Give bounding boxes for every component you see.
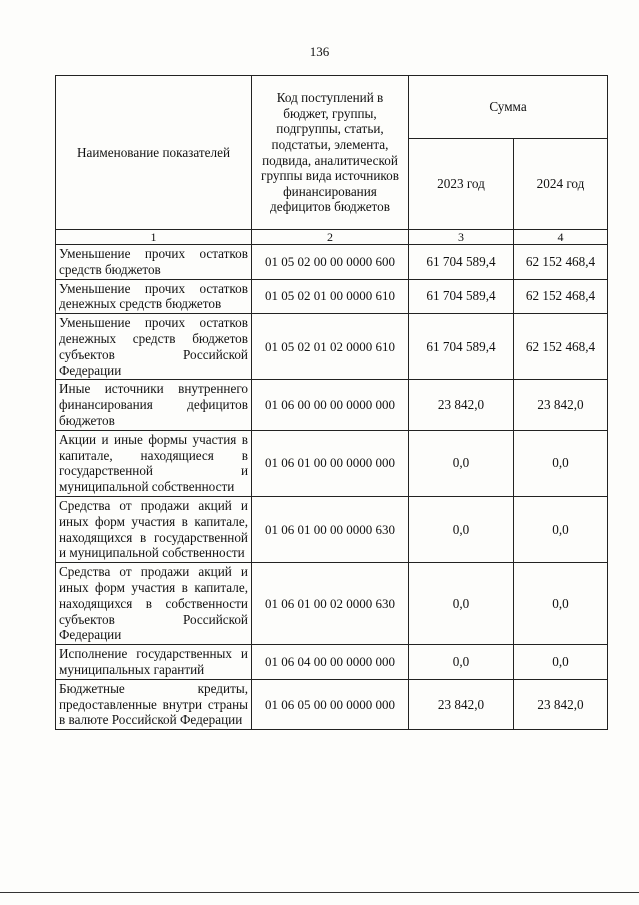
amount-2024: 62 152 468,4	[514, 279, 608, 314]
amount-2024: 23 842,0	[514, 679, 608, 729]
column-index: 4	[514, 230, 608, 245]
amount-2023: 61 704 589,4	[409, 245, 514, 280]
indicator-name: Иные источники внутреннего финансирования дефицитов бюджетов	[56, 380, 252, 430]
amount-2023: 0,0	[409, 430, 514, 496]
table-row	[56, 279, 608, 314]
indicator-name: Уменьшение прочих остатков денежных средств бюджетов субъектов Российской Федерации	[56, 314, 252, 380]
indicator-name: Акции и иные формы участия в капитале, находящиеся в государственной и муниципальной собственности	[56, 430, 252, 496]
table-row	[56, 679, 608, 729]
indicator-name: Уменьшение прочих остатков средств бюджетов	[56, 245, 252, 280]
amount-2023: 0,0	[409, 563, 514, 645]
amount-2023: 0,0	[409, 645, 514, 680]
column-index: 1	[56, 230, 252, 245]
amount-2023: 23 842,0	[409, 679, 514, 729]
page-bottom-rule	[0, 892, 639, 893]
header-year-2023: 2023 год	[409, 139, 514, 230]
amount-2024: 0,0	[514, 430, 608, 496]
financing-sources-table	[55, 75, 608, 730]
table-row	[56, 430, 608, 496]
amount-2023: 61 704 589,4	[409, 279, 514, 314]
indicator-name: Исполнение государственных и муниципальных гарантий	[56, 645, 252, 680]
indicator-name: Средства от продажи акций и иных форм участия в капитале, находящихся в государственной и муниципальной собственности	[56, 496, 252, 562]
table-row	[56, 314, 608, 380]
amount-2024: 23 842,0	[514, 380, 608, 430]
budget-code: 01 05 02 01 02 0000 610	[252, 314, 409, 380]
amount-2024: 0,0	[514, 563, 608, 645]
budget-code: 01 05 02 01 00 0000 610	[252, 279, 409, 314]
amount-2024: 0,0	[514, 645, 608, 680]
amount-2023: 23 842,0	[409, 380, 514, 430]
budget-code: 01 05 02 00 00 0000 600	[252, 245, 409, 280]
amount-2023: 0,0	[409, 496, 514, 562]
column-index: 3	[409, 230, 514, 245]
header-name: Наименование показателей	[56, 76, 252, 230]
column-index-row	[56, 230, 608, 245]
indicator-name: Бюджетные кредиты, предоставленные внутри страны в валюте Российской Федерации	[56, 679, 252, 729]
amount-2023: 61 704 589,4	[409, 314, 514, 380]
indicator-name: Уменьшение прочих остатков денежных средств бюджетов	[56, 279, 252, 314]
indicator-name: Средства от продажи акций и иных форм участия в капитале, находящихся в собственности субъектов Российской Федерации	[56, 563, 252, 645]
table-row	[56, 645, 608, 680]
amount-2024: 62 152 468,4	[514, 245, 608, 280]
table-row	[56, 245, 608, 280]
budget-code: 01 06 01 00 00 0000 630	[252, 496, 409, 562]
budget-code: 01 06 05 00 00 0000 000	[252, 679, 409, 729]
table-row	[56, 563, 608, 645]
budget-code: 01 06 04 00 00 0000 000	[252, 645, 409, 680]
column-index: 2	[252, 230, 409, 245]
header-year-2024: 2024 год	[514, 139, 608, 230]
budget-code: 01 06 00 00 00 0000 000	[252, 380, 409, 430]
header-code: Код поступлений в бюджет, группы, подгруппы, статьи, подстатьи, элемента, подвида, аналитической группы вида источников финансирования дефицитов бюджетов	[252, 76, 409, 230]
table-row	[56, 496, 608, 562]
amount-2024: 62 152 468,4	[514, 314, 608, 380]
budget-code: 01 06 01 00 02 0000 630	[252, 563, 409, 645]
header-sum: Сумма	[409, 76, 608, 139]
table-row	[56, 380, 608, 430]
budget-code: 01 06 01 00 00 0000 000	[252, 430, 409, 496]
amount-2024: 0,0	[514, 496, 608, 562]
page-number: 136	[309, 44, 330, 59]
